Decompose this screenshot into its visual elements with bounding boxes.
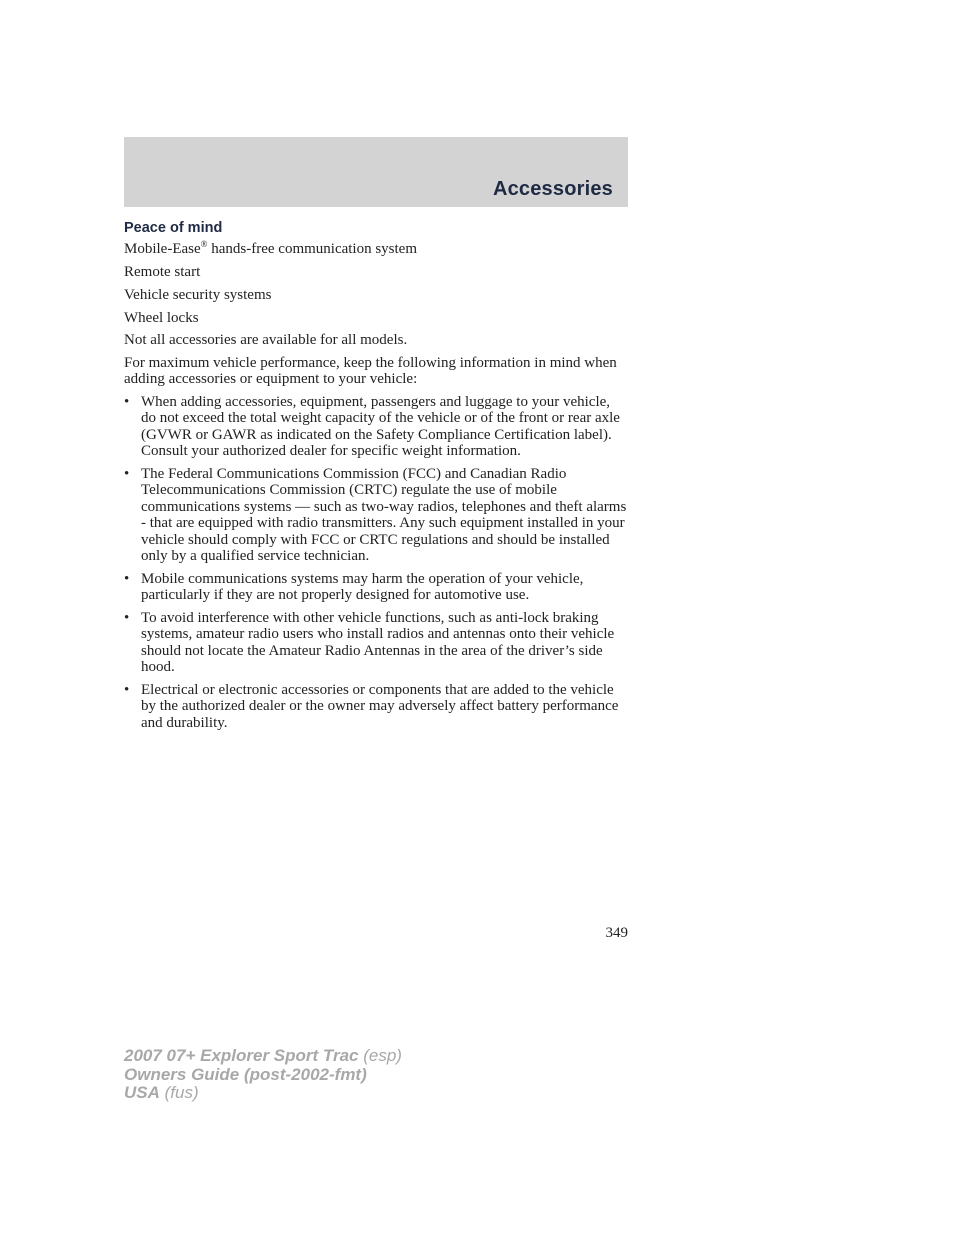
bullet-text: Mobile communications systems may harm the operation of your vehicle, particularly if they are not properly designed for automotive use. [141,570,584,604]
item-wheel-locks: Wheel locks [124,309,199,326]
mobile-ease-desc: hands-free communication system [207,241,418,258]
bullet-text: The Federal Communications Commission (FCC) and Canadian Radio Telecommunications Commission (CRTC) regulate the use of mobile communications systems — such as two-way radios, telephones and theft alarms - that are equipped with radio transmitters. Any such equipment installed in your vehicle should comply with FCC or CRTC regulations and should be installed only by a qualified service technician. [141,465,627,564]
intro-paragraph: For maximum vehicle performance, keep the following information in mind when adding accessories or equipment to your vehicle: [124,354,617,388]
item-remote-start: Remote start [124,264,201,281]
footer-model: 2007 07+ Explorer Sport Trac [124,1046,359,1065]
list-item [124,394,628,460]
item-mobile-ease [124,241,628,257]
bullet-text: To avoid interference with other vehicle functions, such as anti-lock braking systems, amateur radio users who install radios and antennas onto their vehicle should not locate the Amateur Radio Antennas in the area of the driver’s side hood. [141,609,615,676]
footer-line-1 [124,1047,402,1066]
footer-line-3 [124,1084,402,1103]
section-header-band [124,137,628,207]
footer-model-code: (esp) [358,1046,402,1065]
bullet-icon: • [124,681,130,698]
registered-mark: ® [200,239,208,250]
section-title: Accessories [492,178,613,200]
bullet-text: When adding accessories, equipment, passengers and luggage to your vehicle, do not exceed the total weight capacity of the vehicle or of the front or rear axle (GVWR or GAWR as indicated on the Safety Compliance Certification label). Consult your authorized dealer for specific weight information. [141,394,620,460]
bullet-icon: • [124,570,130,587]
footer-market: USA [124,1083,160,1102]
list-item [124,610,628,676]
bullet-text: Electrical or electronic accessories or components that are added to the vehicle by the authorized dealer or the owner may adversely affect battery performance and durability. [141,681,619,731]
availability-note: Not all accessories are available for all models. [124,332,408,349]
document-footer [124,1047,402,1103]
bullet-icon: • [124,609,130,626]
bullet-icon: • [124,465,130,482]
list-item [124,682,628,731]
footer-line-2 [124,1066,402,1085]
bullet-icon: • [124,394,130,411]
bullet-list [124,394,628,731]
footer-market-code: (fus) [159,1083,199,1102]
item-security: Vehicle security systems [124,286,272,303]
page-number: 349 [605,925,628,941]
page-content [124,220,628,737]
mobile-ease-name: Mobile-Ease [124,241,201,258]
list-item [124,571,628,604]
footer-guide: Owners Guide (post-2002-fmt) [124,1064,367,1084]
list-item [124,466,628,564]
subsection-heading: Peace of mind [124,220,223,236]
